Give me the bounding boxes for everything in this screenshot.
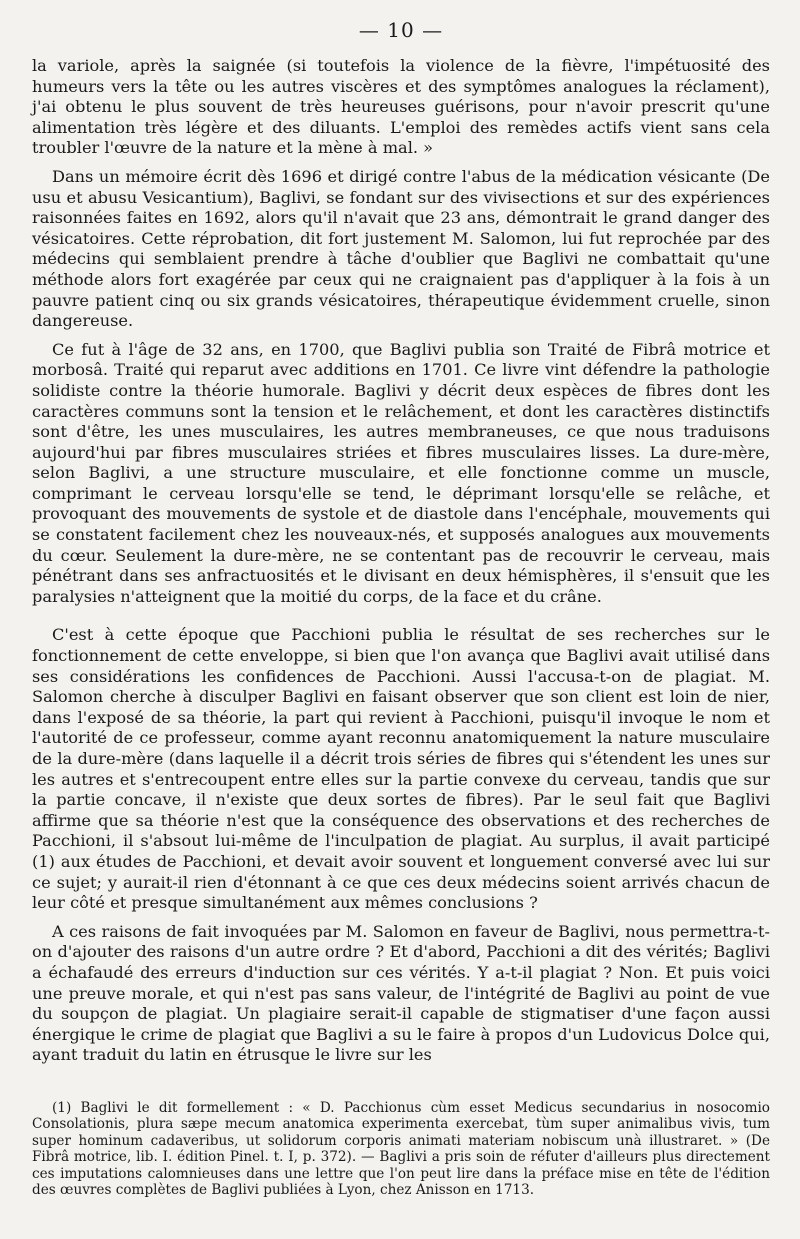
paragraph-1: la variole, après la saignée (si toutefois la violence de la fièvre, l'impétuosité des humeurs vers la tête ou les autres viscères et des symptômes analogues la réclament), j'ai obtenu le plus souvent de très heureuses guérisons, pour n'avoir prescrit qu'une alimentation très légère et des diluants. L'emploi des remèdes actifs vient sans cela troubler l'œuvre de la nature et la mène à mal. »: [32, 56, 770, 158]
paragraph-3: Ce fut à l'âge de 32 ans, en 1700, que Baglivi publia son Traité de Fibrâ motrice et morbosâ. Traité qui reparut avec additions en 1701. Ce livre vint défendre la pathologie solidiste contre la théorie humorale. Baglivi y décrit deux espèces de fibres dont les caractères communs sont la tension et le relâchement, et dont les caractères distinctifs sont d'être, les unes musculaires, les autres membraneuses, ce que nous traduisons aujourd'hui par fibres musculaires striées et fibres musculaires lisses. La dure-mère, selon Baglivi, a une structure musculaire, et elle fonctionne comme un muscle, comprimant le cerveau lorsqu'elle se tend, le déprimant lorsqu'elle se relâche, et provoquant des mouvements de systole et de diastole dans l'encéphale, mouvements qui se constatent facilement chez les nouveaux-nés, et supposés analogues aux mouvements du cœur. Seulement la dure-mère, ne se contentant pas de recouvrir le cerveau, mais pénétrant dans ses anfractuosités et le divisant en deux hémisphères, il s'ensuit que les paralysies n'atteignent que la moitié du corps, de la face et du crâne.: [32, 339, 770, 606]
paragraph-2: Dans un mémoire écrit dès 1696 et dirigé contre l'abus de la médication vésicante (De usu et abusu Vesicantium), Baglivi, se fondant sur des vivisections et sur des expériences raisonnées faites en 1692, alors qu'il n'avait que 23 ans, démontrait le grand danger des vésicatoires. Cette réprobation, dit fort justement M. Salomon, lui fut reprochée par des médecins qui semblaient prendre à tâche d'oublier que Baglivi ne combattait qu'une méthode alors fort exagérée par ceux qui ne craignaient pas d'appliquer à la fois à un pauvre patient cinq ou six grands vésicatoires, thérapeutique évidemment cruelle, sinon dangereuse.: [32, 166, 770, 331]
footnote: [32, 1100, 770, 1198]
body-text: [32, 56, 770, 1066]
paragraph-5: A ces raisons de fait invoquées par M. Salomon en faveur de Baglivi, nous permettra-t-on d'ajouter des raisons d'un autre ordre ? Et d'abord, Pacchioni a dit des vérités; Baglivi a échafaudé des erreurs d'induction sur ces vérités. Y a-t-il plagiat ? Non. Et puis voici une preuve morale, et qui n'est pas sans valeur, de l'intégrité de Baglivi au point de vue du soupçon de plagiat. Un plagiaire serait-il capable de stigmatiser d'une façon aussi énergique le crime de plagiat que Baglivi a su le faire à propos d'un Ludovicus Dolce qui, ayant traduit du latin en étrusque le livre sur les: [32, 921, 770, 1065]
paragraph-4: C'est à cette époque que Pacchioni publia le résultat de ses recherches sur le fonctionnement de cette enveloppe, si bien que l'on avança que Baglivi avait utilisé dans ses considérations les confidences de Pacchioni. Aussi l'accusa-t-on de plagiat. M. Salomon cherche à disculper Baglivi en faisant observer que son client est loin de nier, dans l'exposé de sa théorie, la part qui revient à Pacchioni, puisqu'il invoque le nom et l'autorité de ce professeur, comme ayant reconnu anatomiquement la nature musculaire de la dure-mère (dans laquelle il a décrit trois séries de fibres qui s'étendent les unes sur les autres et s'entrecoupent entre elles sur la partie convexe du cerveau, tandis que sur la partie concave, il n'existe que deux sortes de fibres). Par le seul fait que Baglivi affirme que sa théorie n'est que la conséquence des observations et des recherches de Pacchioni, il s'absout lui-même de l'inculpation de plagiat. Au surplus, il avait participé (1) aux études de Pacchioni, et devait avoir souvent et longuement conversé avec lui sur ce sujet; y aurait-il rien d'étonnant à ce que ces deux médecins soient arrivés chacun de leur côté et presque simultanément aux mêmes conclusions ?: [32, 625, 770, 913]
footnote-text: (1) Baglivi le dit formellement : « D. Pacchionus cùm esset Medicus secundarius in nosocomio Consolationis, plura sæpe mecum anatomica experimenta exercebat, tùm super animalibus vivis, tum super hominum cadaveribus, ut solidorum corporis animati materiam nobiscum unà illustraret. » (De Fibrâ motrice, lib. I. édition Pinel. t. I, p. 372). — Baglivi a pris soin de réfuter d'ailleurs plus directement ces imputations calomnieuses dans une lettre que l'on peut lire dans la préface mise en tête de l'édition des œuvres complètes de Baglivi publiées à Lyon, chez Anisson en 1713.: [32, 1100, 770, 1199]
page-number: — 10 —: [358, 18, 444, 42]
